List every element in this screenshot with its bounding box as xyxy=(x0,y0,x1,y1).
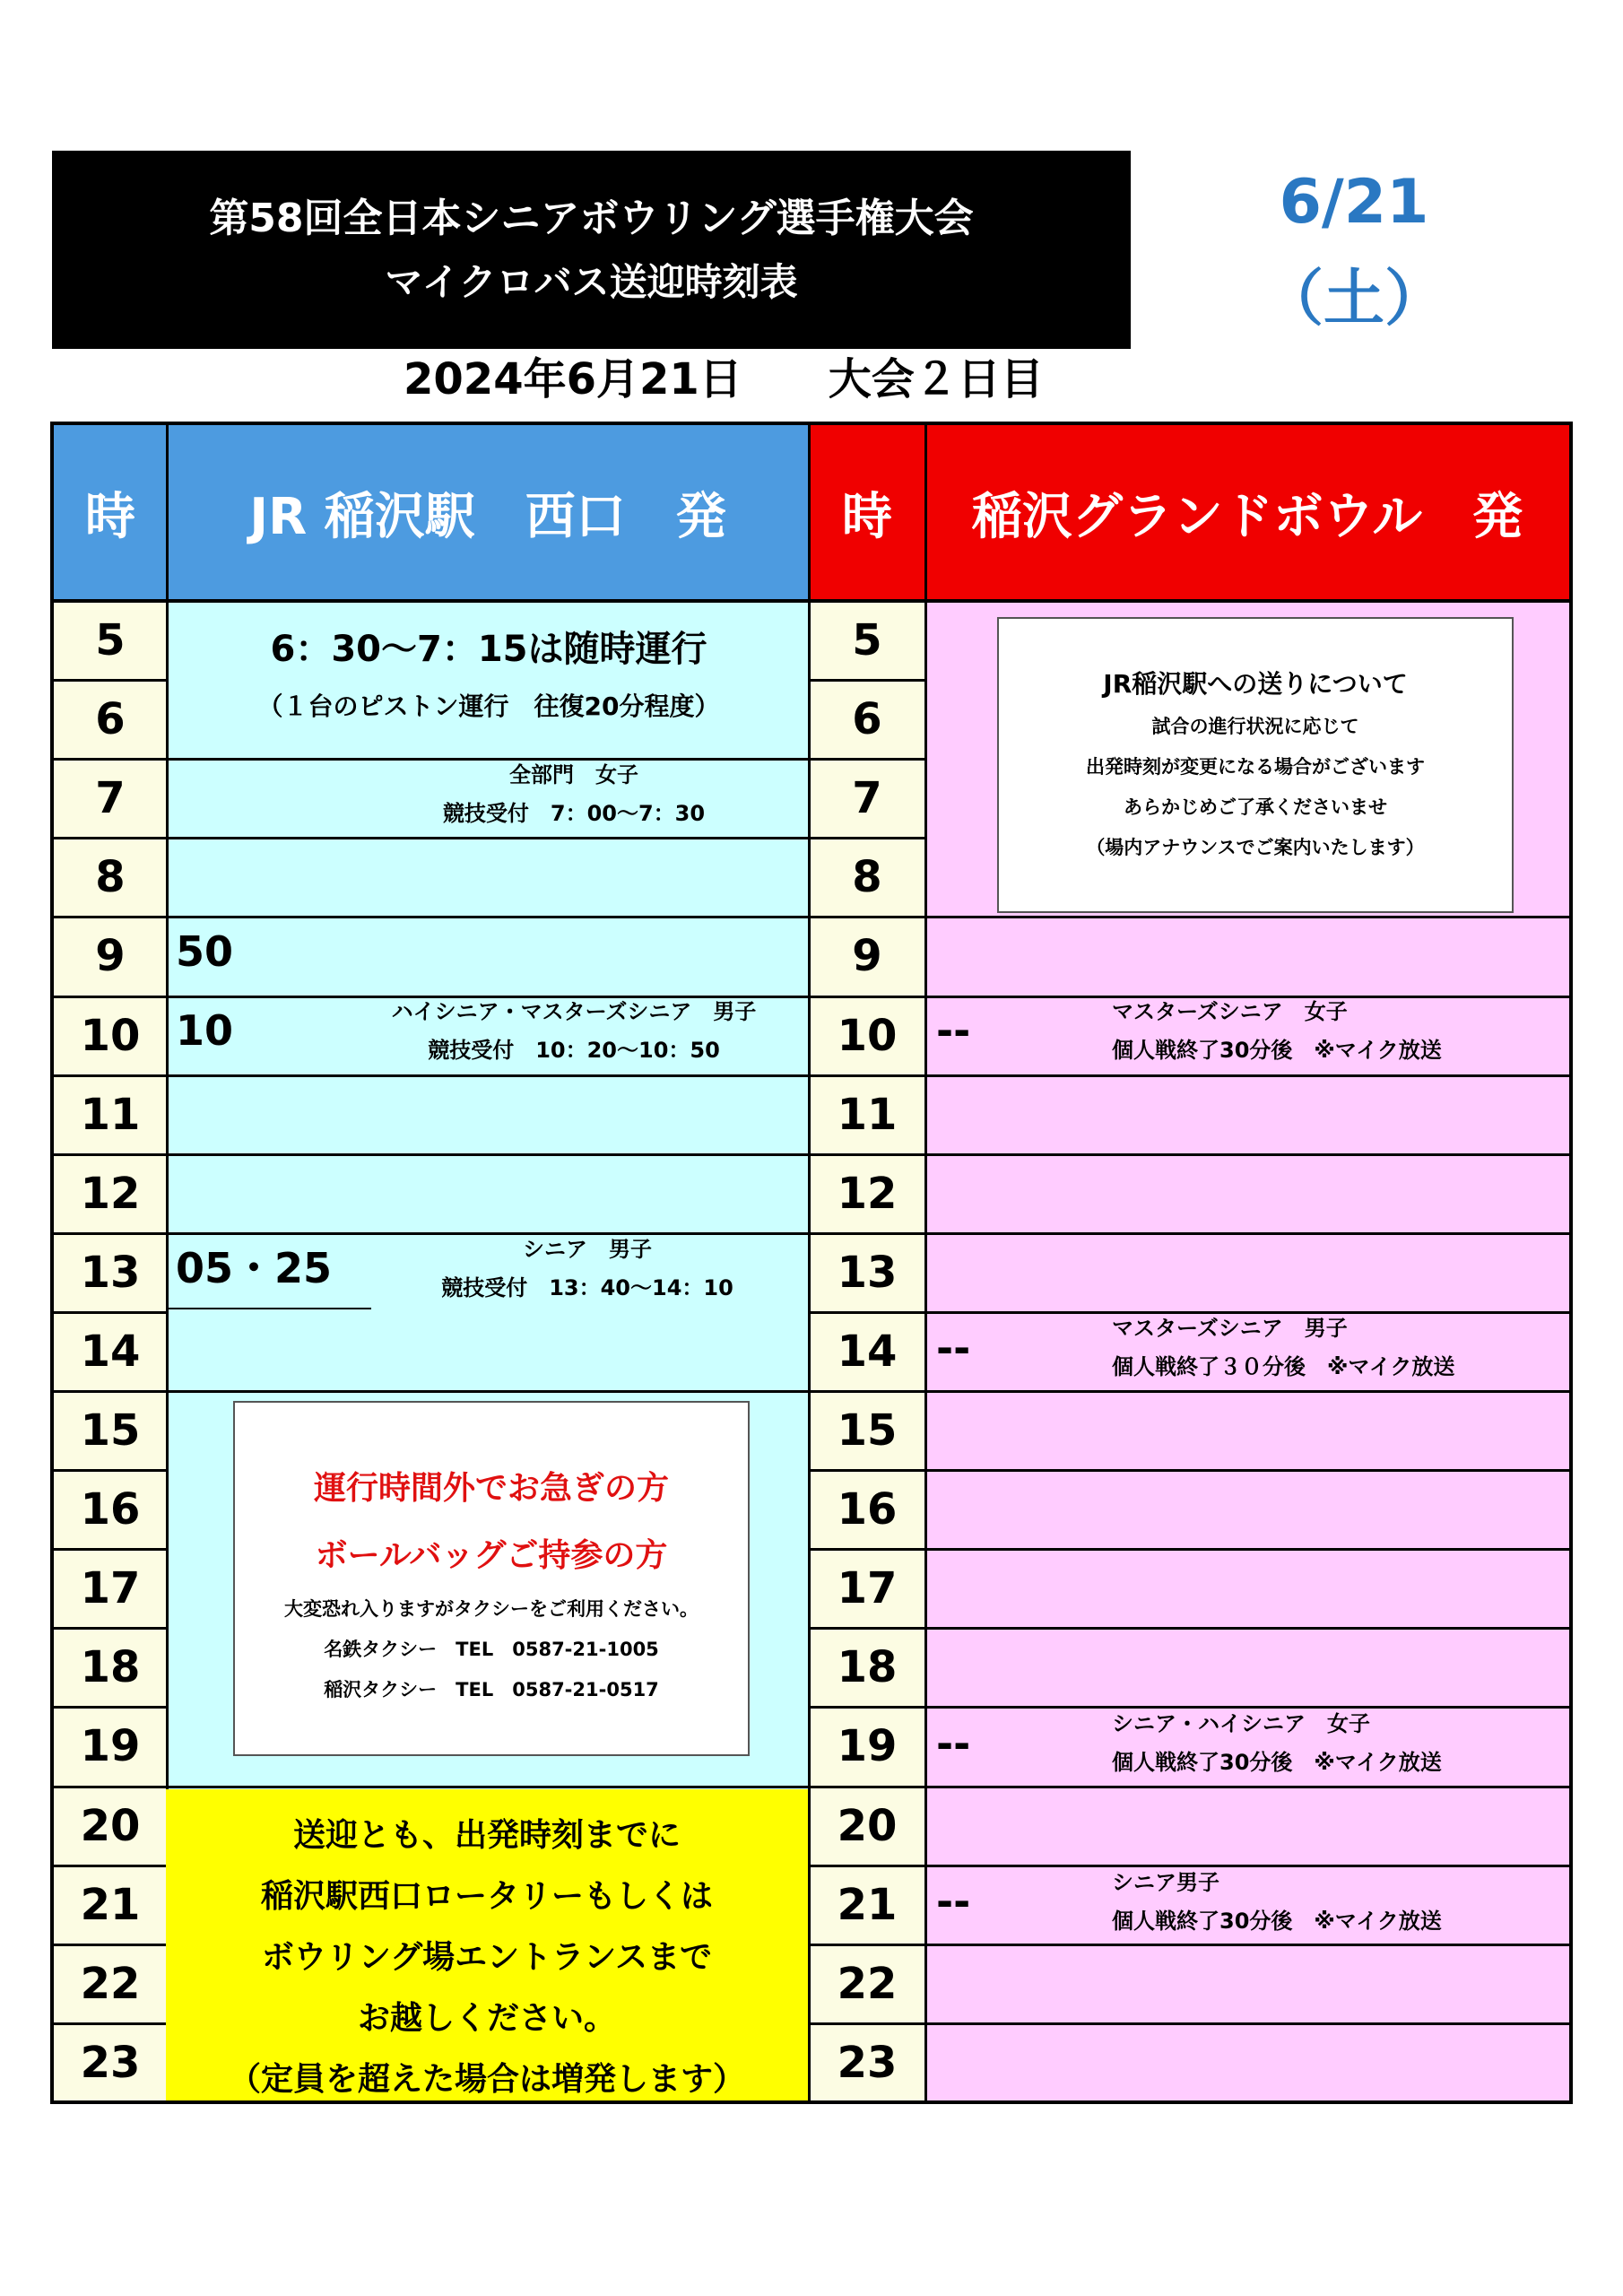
right-hour-18: 18 xyxy=(837,1642,898,1693)
right-row10-timing: 個人戦終了30分後 ※マイク放送 xyxy=(1112,1038,1442,1063)
right-hour-15: 15 xyxy=(837,1405,898,1456)
right-hour-22: 22 xyxy=(837,1958,898,2009)
right-row10-category: マスターズシニア 女子 xyxy=(1112,999,1348,1024)
left-hour-5: 5 xyxy=(95,615,126,665)
left-hour-14: 14 xyxy=(80,1326,141,1377)
right-hour-10: 10 xyxy=(837,1010,898,1061)
pickup-line3: ボウリング場エントランスまで xyxy=(261,1939,713,1976)
right-hour-17: 17 xyxy=(837,1563,898,1614)
left-hour-23: 23 xyxy=(80,2037,141,2088)
row19-dash: -- xyxy=(936,1719,971,1768)
pickup-line2: 稲沢駅西口ロータリーもしくは xyxy=(260,1878,713,1915)
left-hour-8: 8 xyxy=(95,852,126,903)
row7-reception: 競技受付 7：00～7：30 xyxy=(442,801,706,826)
right-hour-19: 19 xyxy=(837,1721,898,1772)
left-hour-9: 9 xyxy=(95,931,126,982)
left-hour-11: 11 xyxy=(80,1089,141,1140)
return-notice-line4: （場内アナウンスでご案内いたします） xyxy=(1086,837,1425,858)
page-subtitle: 2024年6月21日 大会２日目 xyxy=(404,354,1044,404)
right-row19-category: シニア・ハイシニア 女子 xyxy=(1112,1711,1370,1736)
timetable-frame xyxy=(50,422,1573,2104)
right-row21-timing: 個人戦終了30分後 ※マイク放送 xyxy=(1112,1909,1442,1934)
right-row14-category: マスターズシニア 男子 xyxy=(1112,1316,1348,1341)
return-notice-line2: 出発時刻が変更になる場合がございます xyxy=(1086,756,1425,778)
right-hour-21: 21 xyxy=(837,1879,898,1930)
frequent-service-sub: （１台のピストン運行 往復20分程度） xyxy=(257,691,720,721)
right-hour-20: 20 xyxy=(837,1800,898,1851)
right-row21-category: シニア男子 xyxy=(1112,1870,1219,1895)
right-row14-timing: 個人戦終了３０分後 ※マイク放送 xyxy=(1112,1354,1455,1379)
right-hour-23: 23 xyxy=(837,2037,898,2088)
return-notice-line3: あらかじめご了承くださいませ xyxy=(1124,796,1387,818)
right-hour-5: 5 xyxy=(852,615,882,665)
left-hour-13: 13 xyxy=(80,1247,141,1298)
row10-departure: 10 xyxy=(176,1006,234,1055)
right-hour-7: 7 xyxy=(852,773,882,824)
frequent-service-text: 6：30～7：15は随時運行 xyxy=(270,629,707,670)
right-hour-16: 16 xyxy=(837,1484,898,1535)
right-hour-9: 9 xyxy=(852,931,882,982)
row13-category: シニア 男子 xyxy=(523,1237,652,1262)
title-banner xyxy=(52,151,1131,349)
left-hour-17: 17 xyxy=(80,1563,141,1614)
schedule-title: マイクロバス送迎時刻表 xyxy=(385,259,798,304)
left-hour-22: 22 xyxy=(80,1958,141,2009)
pickup-line5: （定員を超えた場合は増発します） xyxy=(228,2061,745,2098)
right-hour-12: 12 xyxy=(837,1168,898,1219)
left-hour-12: 12 xyxy=(80,1168,141,1219)
right-row19-timing: 個人戦終了30分後 ※マイク放送 xyxy=(1112,1750,1442,1775)
left-hour-20: 20 xyxy=(80,1800,141,1851)
left-hour-16: 16 xyxy=(80,1484,141,1535)
row9-departure: 50 xyxy=(176,927,234,976)
right-hour-14: 14 xyxy=(837,1326,898,1377)
return-notice-title: JR稲沢駅への送りについて xyxy=(1103,669,1408,699)
row21-dash: -- xyxy=(936,1877,971,1926)
row10-category: ハイシニア・マスターズシニア 男子 xyxy=(391,999,757,1024)
return-notice-line1: 試合の進行状況に応じて xyxy=(1151,716,1359,737)
left-station-header: JR 稲沢駅 西口 発 xyxy=(167,425,809,601)
left-hour-7: 7 xyxy=(95,773,126,824)
row13-reception: 競技受付 13：40～14：10 xyxy=(441,1275,733,1300)
weekday-text: （土） xyxy=(1262,264,1445,335)
taxi-notice-red1: 運行時間外でお急ぎの方 xyxy=(313,1470,669,1507)
taxi-notice-line3: 稲沢タクシー TEL 0587-21-0517 xyxy=(324,1679,659,1700)
left-hour-header: 時 xyxy=(54,425,167,601)
left-hour-21: 21 xyxy=(80,1879,141,1930)
pickup-line4: お越しください。 xyxy=(357,2000,616,2037)
right-hour-8: 8 xyxy=(852,852,882,903)
right-venue-header: 稲沢グランドボウル 発 xyxy=(925,425,1569,601)
left-hour-6: 6 xyxy=(95,694,126,745)
right-hour-13: 13 xyxy=(837,1247,898,1298)
left-hour-10: 10 xyxy=(80,1010,141,1061)
date-badge xyxy=(1219,154,1488,348)
right-hour-6: 6 xyxy=(852,694,882,745)
right-hour-header: 時 xyxy=(809,425,925,601)
taxi-notice-line2: 名鉄タクシー TEL 0587-21-1005 xyxy=(324,1639,659,1660)
date-text: 6/21 xyxy=(1279,167,1429,238)
row14-dash: -- xyxy=(936,1324,971,1372)
pickup-line1: 送迎とも、出発時刻までに xyxy=(292,1817,681,1854)
taxi-notice-red2: ボールバッグご持参の方 xyxy=(315,1537,668,1574)
row10-reception: 競技受付 10：20～10：50 xyxy=(428,1038,720,1063)
row10-dash: -- xyxy=(936,1006,971,1055)
row13-departure: 05・25 xyxy=(176,1244,333,1292)
left-hour-15: 15 xyxy=(80,1405,141,1456)
row7-category: 全部門 女子 xyxy=(509,762,638,787)
left-hour-19: 19 xyxy=(80,1721,141,1772)
right-hour-11: 11 xyxy=(837,1089,898,1140)
left-hour-18: 18 xyxy=(80,1642,141,1693)
event-title: 第58回全日本シニアボウリング選手権大会 xyxy=(209,195,974,241)
taxi-notice-line1: 大変恐れ入りますがタクシーをご利用ください。 xyxy=(284,1598,699,1620)
